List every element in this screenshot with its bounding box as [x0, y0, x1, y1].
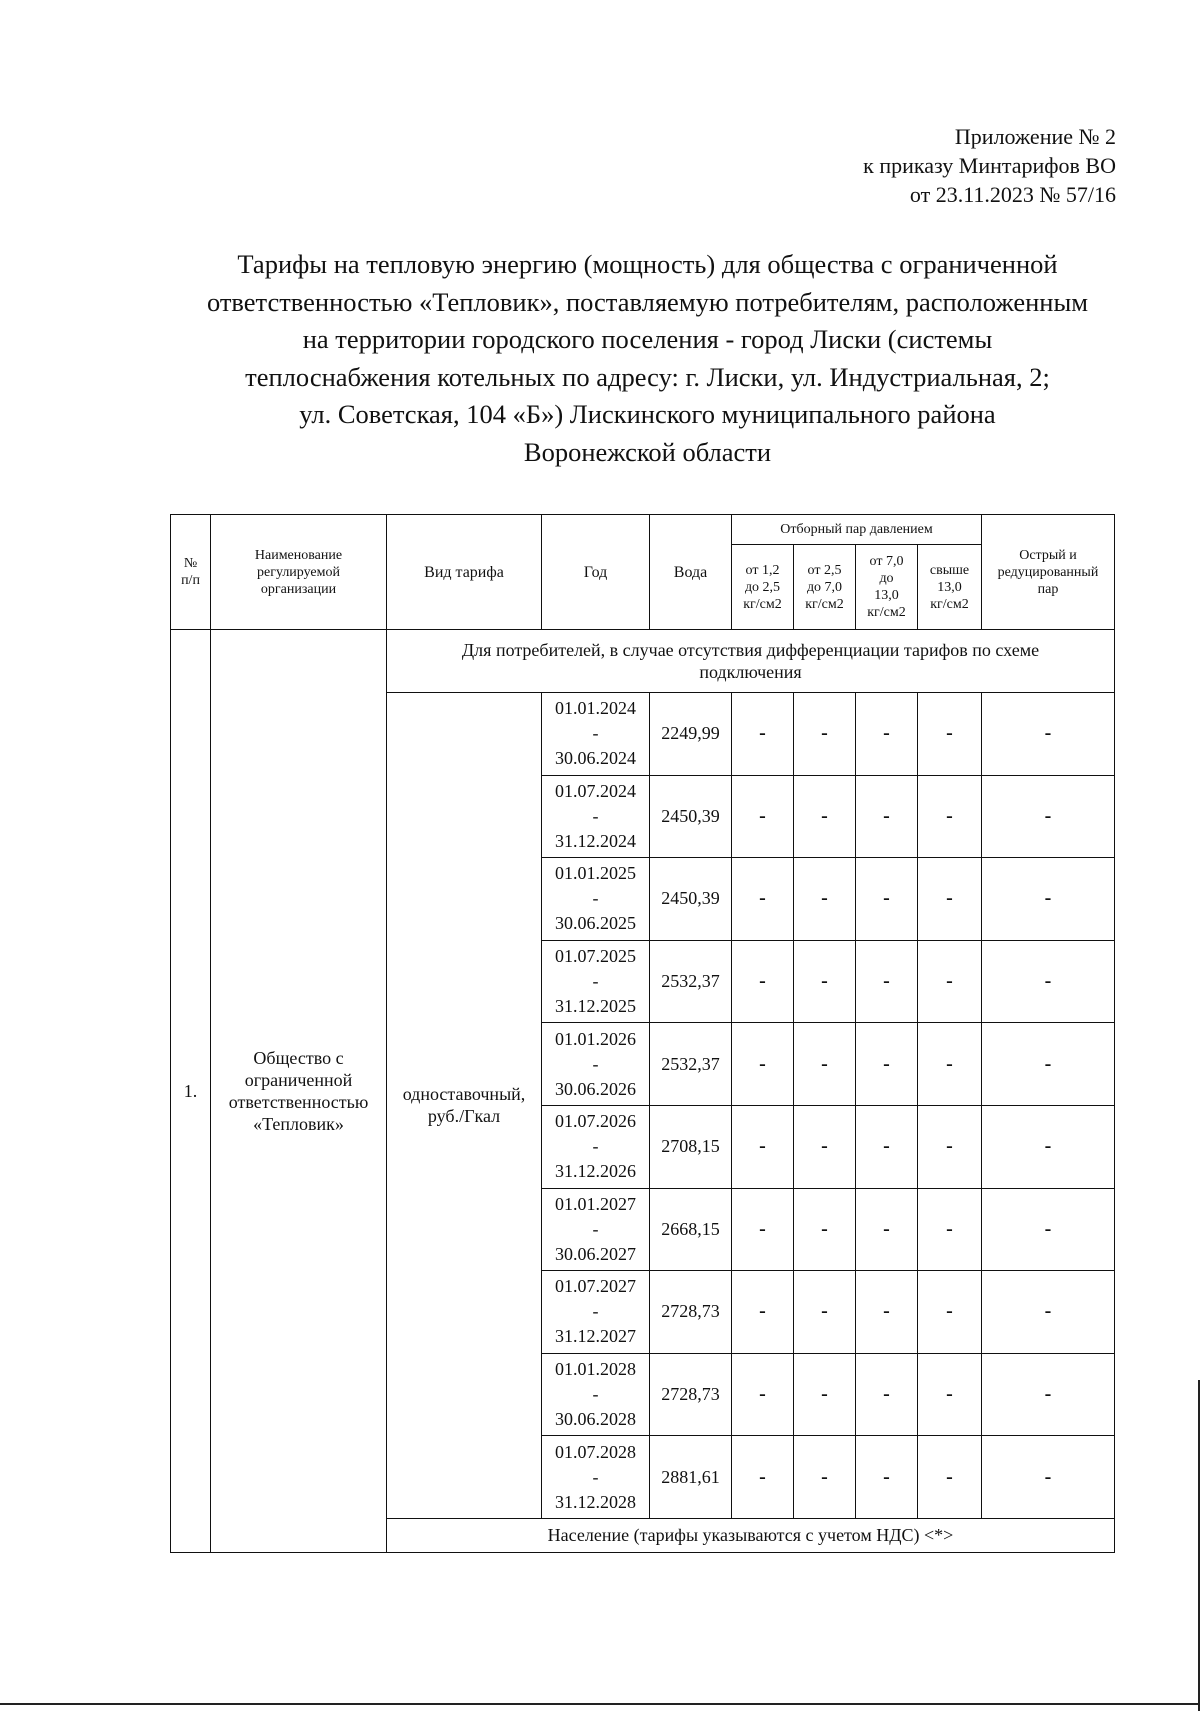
period-to: 31.12.2024: [555, 830, 636, 851]
period-from: 01.07.2028: [555, 1441, 636, 1462]
steam-tariff-dash: -: [732, 1436, 794, 1519]
steam-tariff-dash: -: [918, 940, 982, 1023]
header-pressure-line: кг/см2: [743, 596, 782, 612]
steam-tariff-dash: -: [982, 1436, 1115, 1519]
period-cell: [542, 1271, 650, 1354]
steam-tariff-dash: -: [918, 775, 982, 858]
header-pressure-line: до 2,5: [744, 579, 781, 595]
header-sharp-line: Острый и: [1019, 547, 1077, 563]
steam-tariff-dash: -: [856, 1188, 918, 1271]
title-line: теплоснабжения котельных по адресу: г. Лиски, ул. Индустриальная, 2;: [245, 361, 1050, 392]
period-from: 01.01.2024: [555, 698, 636, 719]
steam-tariff-dash: -: [982, 693, 1115, 776]
steam-tariff-dash: -: [732, 1353, 794, 1436]
steam-tariff-dash: -: [732, 1105, 794, 1188]
steam-tariff-dash: -: [918, 1271, 982, 1354]
period-cell: [542, 1105, 650, 1188]
header-pressure-line: от 1,2: [745, 562, 780, 578]
steam-tariff-dash: -: [856, 858, 918, 941]
steam-tariff-dash: -: [856, 1271, 918, 1354]
steam-tariff-dash: -: [794, 1271, 856, 1354]
header-org-line: Наименование: [254, 547, 343, 563]
steam-tariff-dash: -: [794, 858, 856, 941]
steam-tariff-dash: -: [982, 1353, 1115, 1436]
period-to: 31.12.2025: [555, 996, 636, 1017]
steam-tariff-dash: -: [982, 775, 1115, 858]
section-line: подключения: [699, 662, 802, 682]
section-line: Для потребителей, в случае отсутствия дифференциации тарифов по схеме: [461, 640, 1040, 660]
steam-tariff-dash: -: [982, 1188, 1115, 1271]
header-pressure-3: [856, 545, 918, 630]
header-water: Вода: [650, 515, 732, 630]
title-line: ответственностью «Тепловик», поставляемую потребителям, расположенным: [206, 286, 1089, 317]
steam-tariff-dash: -: [856, 940, 918, 1023]
header-pressure-line: кг/см2: [930, 596, 969, 612]
water-tariff: 2532,37: [650, 1023, 732, 1106]
period-cell: [542, 940, 650, 1023]
period-to: 30.06.2027: [555, 1243, 636, 1264]
period-to: 30.06.2024: [555, 748, 636, 769]
steam-tariff-dash: -: [982, 940, 1115, 1023]
header-sharp-line: пар: [1037, 581, 1059, 597]
header-org-line: организации: [260, 581, 337, 597]
water-tariff: 2532,37: [650, 940, 732, 1023]
steam-tariff-dash: -: [794, 940, 856, 1023]
header-pressure-line: от 7,0: [869, 554, 904, 569]
tariff-type: [387, 693, 542, 1519]
header-pressure-line: от 2,5: [807, 562, 842, 578]
header-pressure-line: 13,0: [874, 588, 899, 603]
steam-tariff-dash: -: [794, 1023, 856, 1106]
period-from: 01.07.2024: [555, 780, 636, 801]
title-line: Воронежской области: [523, 436, 772, 467]
steam-tariff-dash: -: [982, 1023, 1115, 1106]
water-tariff: 2450,39: [650, 775, 732, 858]
tariff-type-line: руб./Гкал: [427, 1106, 501, 1127]
period-from: 01.07.2027: [555, 1276, 636, 1297]
steam-tariff-dash: -: [732, 1271, 794, 1354]
water-tariff: 2249,99: [650, 693, 732, 776]
steam-tariff-dash: -: [794, 693, 856, 776]
period-separator: -: [592, 1301, 599, 1322]
water-tariff: 2881,61: [650, 1436, 732, 1519]
header-pressure-line: кг/см2: [805, 596, 844, 612]
appendix-reference: [863, 122, 1116, 209]
org-name-line: ограниченной: [244, 1069, 353, 1090]
steam-tariff-dash: -: [732, 1023, 794, 1106]
steam-tariff-dash: -: [918, 858, 982, 941]
period-cell: [542, 775, 650, 858]
period-to: 31.12.2026: [555, 1161, 636, 1182]
period-to: 31.12.2028: [555, 1491, 636, 1512]
period-separator: -: [592, 1136, 599, 1157]
title-line: на территории городского поселения - город Лиски (системы: [302, 324, 993, 354]
row-number: 1.: [171, 630, 211, 1553]
org-name-line: Общество с: [253, 1047, 344, 1068]
header-pressure-4: [918, 545, 982, 630]
steam-tariff-dash: -: [794, 775, 856, 858]
header-steam-group: Отборный пар давлением: [732, 515, 982, 545]
title-line: Тарифы на тепловую энергию (мощность) для общества с ограниченной: [237, 249, 1058, 279]
steam-tariff-dash: -: [732, 693, 794, 776]
water-tariff: 2728,73: [650, 1353, 732, 1436]
steam-tariff-dash: -: [794, 1353, 856, 1436]
header-pressure-line: до: [879, 571, 894, 586]
org-name-line: «Тепловик»: [253, 1113, 344, 1134]
period-from: 01.01.2028: [555, 1359, 636, 1380]
period-separator: -: [592, 1218, 599, 1239]
steam-tariff-dash: -: [856, 1436, 918, 1519]
header-number-line: п/п: [181, 573, 200, 588]
period-separator: -: [592, 1384, 599, 1405]
header-pressure-line: до 7,0: [806, 579, 843, 595]
water-tariff: 2668,15: [650, 1188, 732, 1271]
steam-tariff-dash: -: [918, 1436, 982, 1519]
header-pressure-line: 13,0: [937, 579, 962, 595]
period-separator: -: [592, 1053, 599, 1074]
header-number: [171, 515, 211, 630]
period-from: 01.07.2026: [555, 1111, 636, 1132]
header-pressure-line: свыше: [929, 562, 970, 578]
period-from: 01.01.2027: [555, 1193, 636, 1214]
header-sharp-line: редуцированный: [997, 564, 1099, 580]
period-from: 01.01.2025: [555, 863, 636, 884]
steam-tariff-dash: -: [794, 1188, 856, 1271]
period-to: 30.06.2026: [555, 1078, 636, 1099]
water-tariff: 2708,15: [650, 1105, 732, 1188]
steam-tariff-dash: -: [732, 1188, 794, 1271]
header-pressure-1: [732, 545, 794, 630]
water-tariff: 2728,73: [650, 1271, 732, 1354]
tariff-table: [170, 514, 1115, 1553]
period-separator: -: [592, 805, 599, 826]
header-year: Год: [542, 515, 650, 630]
steam-tariff-dash: -: [856, 775, 918, 858]
header-number-line: №: [183, 556, 198, 571]
steam-tariff-dash: -: [856, 1023, 918, 1106]
steam-tariff-dash: -: [918, 1188, 982, 1271]
period-cell: [542, 1188, 650, 1271]
steam-tariff-dash: -: [918, 1353, 982, 1436]
header-tariff-type: Вид тарифа: [387, 515, 542, 630]
title-line: ул. Советская, 104 «Б») Лискинского муниципального района: [299, 399, 996, 429]
period-separator: -: [592, 1466, 599, 1487]
period-cell: [542, 1023, 650, 1106]
period-cell: [542, 1353, 650, 1436]
period-cell: [542, 693, 650, 776]
steam-tariff-dash: -: [794, 1105, 856, 1188]
organization-name: [211, 630, 387, 1553]
section-no-differentiation: [387, 630, 1115, 693]
steam-tariff-dash: -: [918, 1023, 982, 1106]
steam-tariff-dash: -: [732, 775, 794, 858]
scan-edge-bottom: [0, 1703, 1200, 1705]
header-pressure-line: кг/см2: [867, 605, 906, 620]
steam-tariff-dash: -: [856, 1353, 918, 1436]
period-separator: -: [592, 723, 599, 744]
steam-tariff-dash: -: [982, 1271, 1115, 1354]
appendix-line-2: к приказу Минтарифов ВО: [863, 153, 1116, 178]
appendix-line-3: от 23.11.2023 № 57/16: [909, 182, 1116, 207]
period-separator: -: [592, 888, 599, 909]
period-separator: -: [592, 971, 599, 992]
steam-tariff-dash: -: [982, 858, 1115, 941]
water-tariff: 2450,39: [650, 858, 732, 941]
header-pressure-2: [794, 545, 856, 630]
period-to: 31.12.2027: [555, 1326, 636, 1347]
org-name-line: ответственностью: [228, 1091, 369, 1112]
steam-tariff-dash: -: [982, 1105, 1115, 1188]
document-title: [120, 246, 1175, 471]
section-population: Население (тарифы указываются с учетом НДС) <*>: [387, 1518, 1115, 1552]
steam-tariff-dash: -: [856, 1105, 918, 1188]
steam-tariff-dash: -: [732, 940, 794, 1023]
period-cell: [542, 1436, 650, 1519]
header-sharp-steam: [982, 515, 1115, 630]
period-to: 30.06.2025: [555, 913, 636, 934]
header-org-line: регулируемой: [256, 564, 340, 580]
steam-tariff-dash: -: [918, 693, 982, 776]
steam-tariff-dash: -: [732, 858, 794, 941]
period-from: 01.07.2025: [555, 946, 636, 967]
header-organization: [211, 515, 387, 630]
period-from: 01.01.2026: [555, 1028, 636, 1049]
period-to: 30.06.2028: [555, 1409, 636, 1430]
appendix-line-1: Приложение № 2: [954, 124, 1116, 149]
steam-tariff-dash: -: [918, 1105, 982, 1188]
steam-tariff-dash: -: [856, 693, 918, 776]
period-cell: [542, 858, 650, 941]
steam-tariff-dash: -: [794, 1436, 856, 1519]
tariff-type-line: одноставочный,: [402, 1084, 526, 1105]
